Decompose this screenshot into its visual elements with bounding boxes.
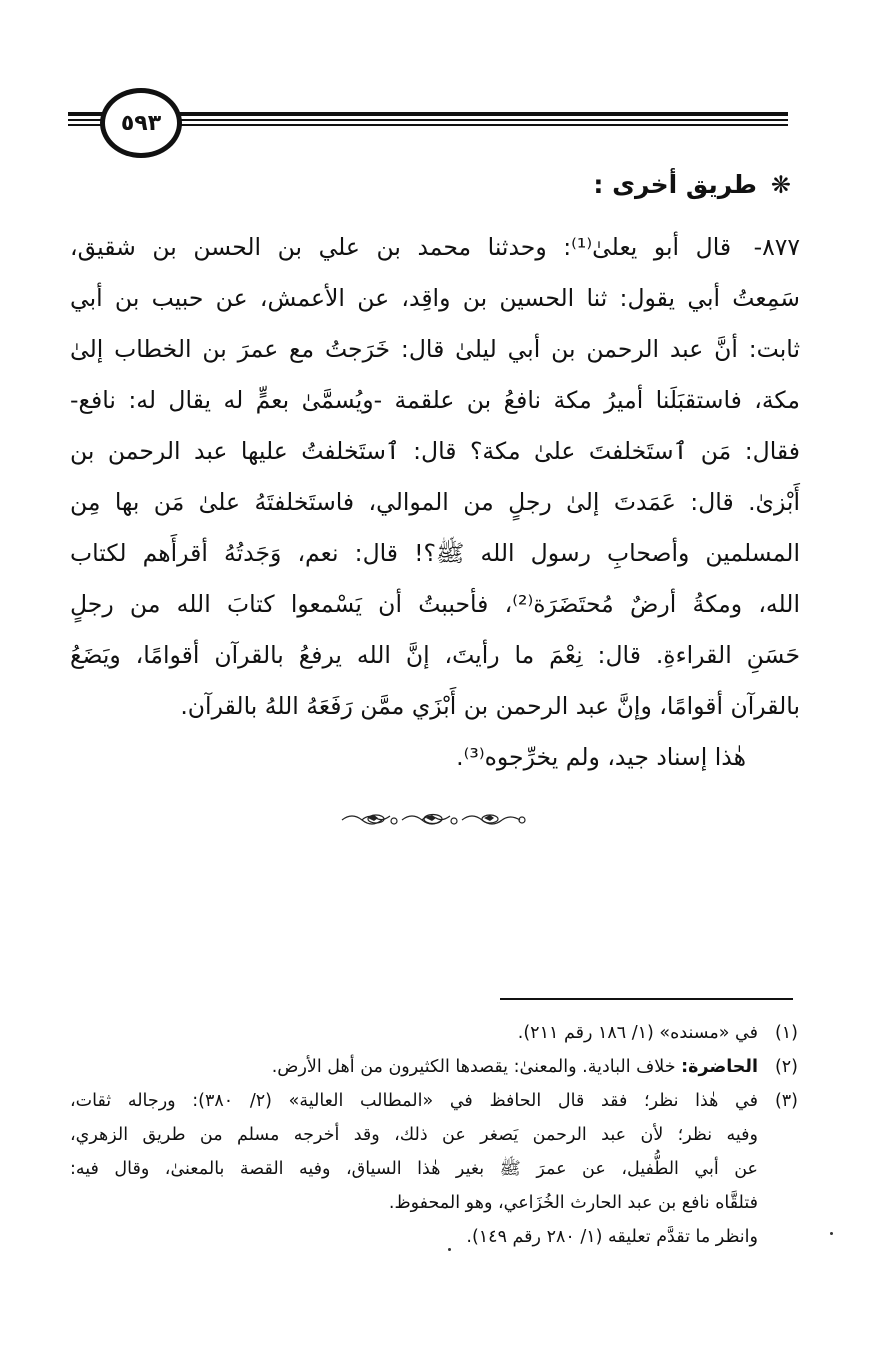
speck — [448, 1248, 451, 1251]
footnotes — [70, 1016, 798, 1254]
hadith-number: ٨٧٧- — [753, 233, 800, 261]
footnote-2 — [70, 1050, 798, 1084]
isnad-verdict: هٰذا إسناد جيد، ولم يخرِّجوه⁽³⁾. — [456, 743, 746, 771]
footnote-line: وانظر ما تقدَّم تعليقه (١/ ٢٨٠ رقم ١٤٩). — [466, 1227, 758, 1247]
hadith-line: ٨٧٧- قال أبو يعلىٰ⁽¹⁾: وحدثنا محمد بن علي بن الحسن بن شقيق، — [70, 233, 800, 261]
footnote-line: الحاضرة: خلاف البادية. والمعنىٰ: يقصدها الكثيرون من أهل الأرض. — [271, 1057, 758, 1077]
hadith-line: ثابت: أنَّ عبد الرحمن بن أبي ليلىٰ قال: خَرَجتُ مع عمرَ بن الخطاب إلىٰ — [70, 335, 800, 363]
footnote-1 — [70, 1016, 798, 1050]
footnote-line: في «مسنده» (١/ ١٨٦ رقم ٢١١). — [517, 1023, 758, 1043]
footnote-number: (١) — [774, 1023, 798, 1043]
hadith-line: الله، ومكةُ أرضٌ مُحتَضَرَة⁽²⁾، فأحببتُ أن يَسْمعوا كتابَ الله من رجلٍ — [70, 590, 800, 618]
footnote-3 — [70, 1084, 798, 1254]
hadith-text — [70, 222, 800, 783]
asterism-icon: ❋ — [770, 171, 791, 199]
page-number: ٥٩٣ — [100, 88, 182, 158]
hadith-line: المسلمين وأصحابِ رسول الله ﷺ؟! قال: نعم، وَجَدتُهُ أقرأَهم لكتاب — [70, 539, 800, 567]
hadith-line: بالقرآن أقوامًا، وإنَّ عبد الرحمن بن أَبْزَي ممَّن رَفَعَهُ اللهُ بالقرآن. — [180, 692, 800, 720]
footnote-term: الحاضرة: — [681, 1057, 758, 1077]
hadith-line: فقال: مَن ٱستَخلفتَ علىٰ مكة؟ قال: ٱستَخلفتُ عليها عبد الرحمن بن — [70, 437, 800, 465]
hadith-line: أَبْزىٰ. قال: عَمَدتَ إلىٰ رجلٍ من الموالي، فاستَخلفتَهُ علىٰ مَن بها مِن — [70, 488, 800, 516]
footnote-line: عن أبي الطُّفيل، عن عمرَ ﷺ بغير هٰذا السياق، وفيه القصة بالمعنىٰ، وقال فيه: — [70, 1159, 758, 1179]
hadith-line: سَمِعتُ أبي يقول: ثنا الحسين بن واقِد، عن الأعمش، عن حبيب بن أبي — [70, 284, 800, 312]
footnote-separator — [500, 998, 793, 1000]
footnote-line: فتلقَّاه نافع بن عبد الحارث الخُزَاعي، وهو المحفوظ. — [388, 1193, 758, 1213]
ornament-divider — [338, 810, 528, 828]
section-heading — [593, 170, 791, 199]
footnote-line: وفيه نظر؛ لأن عبد الرحمن يَصغر عن ذلك، وقد أخرجه مسلم من طريق الزهري، — [70, 1125, 758, 1145]
hadith-line: حَسَنِ القراءةِ. قال: نِعْمَ ما رأيتَ، إنَّ الله يرفعُ بالقرآن أقوامًا، ويَضَعُ — [70, 641, 800, 669]
hadith-line: مكة، فاستقبَلَنا أميرُ مكة نافعُ بن علقمة -ويُسمَّىٰ بعمٍّ له يقال له: نافع- — [70, 386, 800, 414]
section-title: طريق أخرى : — [593, 170, 757, 199]
speck — [830, 1232, 833, 1235]
footnote-number: (٣) — [774, 1091, 798, 1111]
footnote-number: (٢) — [774, 1057, 798, 1077]
footnote-line: في هٰذا نظر؛ فقد قال الحافظ في «المطالب العالية» (٢/ ٣٨٠): ورجاله ثقات، — [70, 1091, 759, 1111]
